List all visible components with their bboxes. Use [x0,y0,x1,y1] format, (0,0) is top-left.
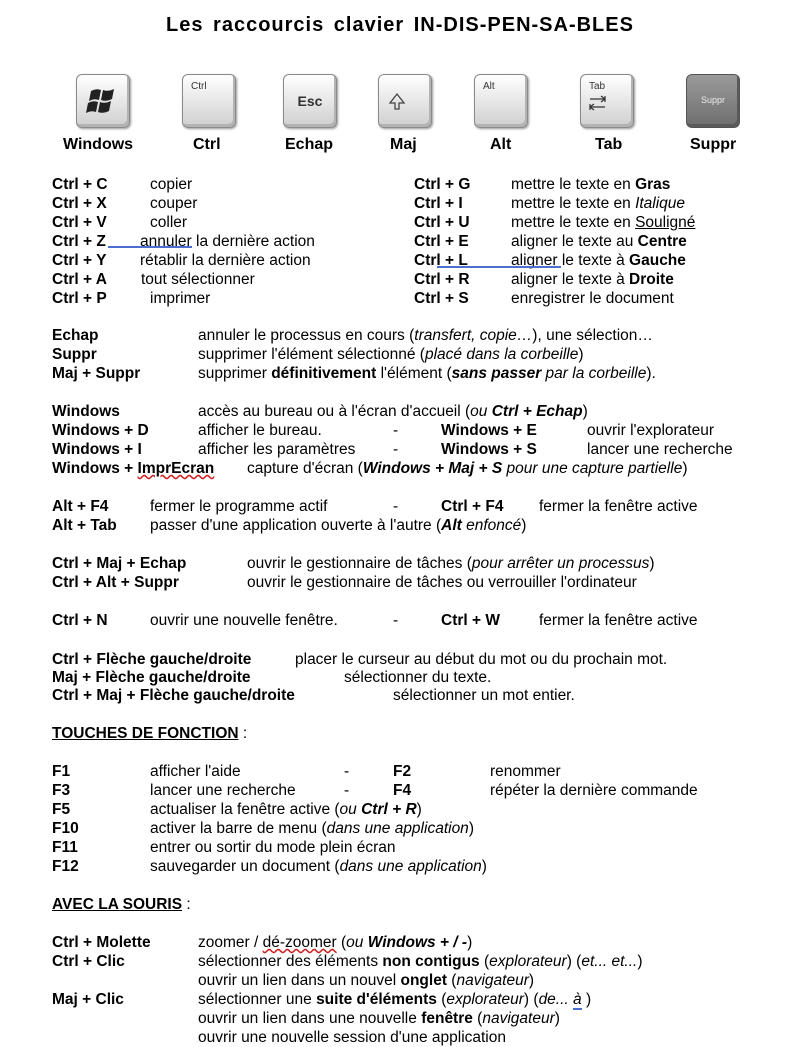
shortcut-key: Ctrl + Y [52,252,107,269]
shortcut-desc: ouvrir le gestionnaire de tâches (pour arrêter un processus) [247,555,655,572]
shortcut-key: Ctrl + Z [52,233,106,250]
shortcut-key: Ctrl + Maj + Echap [52,555,187,572]
shortcut-key: Windows [52,403,120,420]
shortcut-key: Ctrl + F4 [441,498,504,515]
shortcut-key: Ctrl + G [414,176,471,193]
shortcut-key: F3 [52,782,71,799]
shortcut-key: Windows + S [441,441,537,458]
shortcut-desc: ouvrir une nouvelle session d'une application [198,1029,506,1046]
shortcut-desc: ouvrir l'explorateur [587,422,715,439]
shortcut-key: F1 [52,763,71,780]
key-label-alt: Alt [490,136,512,153]
separator-dash: - [344,782,350,799]
key-label-windows: Windows [63,136,134,153]
shortcut-key: Maj + Suppr [52,365,141,382]
shortcut-key: Ctrl + V [52,214,107,231]
shortcut-desc: supprimer définitivement l'élément (sans passer par la corbeille). [198,365,656,382]
shortcut-desc: sélectionner une suite d'éléments (explorateur) (de... à ) [198,991,592,1008]
shortcut-key: Alt + Tab [52,517,117,534]
section-heading-function-keys: TOUCHES DE FONCTION : [52,725,248,742]
shortcut-key: Ctrl + I [414,195,463,212]
windows-logo-icon [77,75,129,127]
shortcut-key: Windows + I [52,441,142,458]
shortcut-desc: coller [150,214,188,231]
shortcut-desc: passer d'une application ouverte à l'autre (Alt enfoncé) [150,517,527,534]
shortcut-desc: zoomer / dé-zoomer (ou Windows + / -) [198,934,473,951]
shortcut-key: F10 [52,820,79,837]
alt-key [474,74,528,128]
shortcut-key: Suppr [52,346,97,363]
shortcut-key: Ctrl + E [414,233,469,250]
shortcut-desc: sélectionner des éléments non contigus (explorateur) (et... et...) [198,953,643,970]
shortcut-key: Ctrl + A [52,271,107,288]
shortcut-key: Windows + D [52,422,149,439]
shortcut-key: Maj + Flèche gauche/droite [52,669,251,686]
key-label-maj: Maj [390,136,417,153]
shortcut-desc: afficher les paramètres [198,441,356,458]
key-label-echap: Echap [285,136,334,153]
shortcut-desc: répéter la dernière commande [490,782,698,799]
shortcut-desc: ouvrir une nouvelle fenêtre. [150,612,338,629]
shortcut-key: Ctrl + Molette [52,934,151,951]
section-heading-mouse: AVEC LA SOURIS : [52,896,191,913]
shortcut-key: Maj + Clic [52,991,124,1008]
shortcut-desc: placer le curseur au début du mot ou du prochain mot. [295,651,668,668]
key-label-tab: Tab [595,136,623,153]
esc-key-cap: Esc [297,93,323,109]
shortcut-desc: afficher l'aide [150,763,241,780]
shortcut-desc: fermer la fenêtre active [539,498,698,515]
separator-dash: - [393,441,399,458]
shortcut-key: Windows + E [441,422,537,439]
separator-dash: - [393,422,399,439]
shortcut-desc: mettre le texte en Gras [511,176,671,193]
shortcut-desc: sélectionner du texte. [344,669,492,686]
tab-arrows-icon [581,75,633,127]
shortcut-desc: entrer ou sortir du mode plein écran [150,839,396,856]
shortcut-key: Ctrl + R [414,271,470,288]
suppr-key-cap: Suppr [700,95,726,105]
shortcut-desc: aligner le texte à Droite [511,271,674,288]
shortcut-key: Windows + ImprEcran [52,460,215,477]
shortcut-key: Ctrl + Alt + Suppr [52,574,179,591]
page-title: Les raccourcis clavier IN-DIS-PEN-SA-BLES [166,14,634,36]
shortcut-key: F2 [393,763,412,780]
suppr-key [686,74,740,128]
ctrl-key-cap: Ctrl [191,81,207,92]
shortcut-desc: capture d'écran (Windows + Maj + S pour une capture partielle) [247,460,688,477]
shortcut-key: Ctrl + S [414,290,469,307]
shortcut-desc: enregistrer le document [511,290,674,307]
shortcut-desc: aligner le texte à Gauche [511,252,686,269]
esc-key [283,74,337,128]
shortcut-key: Ctrl + Maj + Flèche gauche/droite [52,687,295,704]
shortcut-key: Ctrl + P [52,290,107,307]
shortcut-desc: activer la barre de menu (dans une application) [150,820,474,837]
shortcut-key: Ctrl + X [52,195,107,212]
blue-underline-mark [437,266,561,268]
tab-key-cap: Tab [589,81,606,92]
shortcut-desc: renommer [490,763,561,780]
shortcut-desc: mettre le texte en Italique [511,195,686,212]
shortcut-desc: sauvegarder un document (dans une application) [150,858,487,875]
shortcut-desc: lancer une recherche [587,441,733,458]
shortcut-key: F4 [393,782,412,799]
shift-arrow-icon [379,75,431,127]
key-label-suppr: Suppr [690,136,737,153]
shortcut-desc: afficher le bureau. [198,422,322,439]
shortcut-desc: fermer le programme actif [150,498,328,515]
shortcut-key: Echap [52,327,99,344]
shortcut-desc: accès au bureau ou à l'écran d'accueil (ou Ctrl + Echap) [198,403,588,420]
key-label-ctrl: Ctrl [193,136,221,153]
tab-key [580,74,634,128]
shortcut-key: F12 [52,858,79,875]
separator-dash: - [344,763,350,780]
shortcut-desc: copier [150,176,193,193]
alt-key-cap: Alt [483,81,495,92]
shortcut-desc: tout sélectionner [141,271,255,288]
shortcut-key: Alt + F4 [52,498,109,515]
shortcut-key: F11 [52,839,78,856]
shortcut-desc: fermer la fenêtre active [539,612,698,629]
shortcut-desc: ouvrir le gestionnaire de tâches ou verrouiller l'ordinateur [247,574,637,591]
separator-dash: - [393,498,399,515]
ctrl-key [182,74,236,128]
shortcut-desc: aligner le texte au Centre [511,233,687,250]
shortcut-key: Ctrl + N [52,612,108,629]
key-icons-row [0,74,800,164]
shortcut-desc: ouvrir un lien dans un nouvel onglet (navigateur) [198,972,535,989]
shift-key [378,74,432,128]
shortcut-desc: sélectionner un mot entier. [393,687,575,704]
shortcut-desc: rétablir la dernière action [140,252,311,269]
shortcut-desc: actualiser la fenêtre active (ou Ctrl + R) [150,801,422,818]
shortcut-desc: mettre le texte en Souligné [511,214,696,231]
blue-underline-mark [108,246,192,248]
shortcut-key: Ctrl + L [414,252,468,269]
shortcut-key: Ctrl + Flèche gauche/droite [52,651,252,668]
shortcut-key: Ctrl + W [441,612,500,629]
shortcut-desc: annuler la dernière action [140,233,315,250]
shortcut-desc: lancer une recherche [150,782,296,799]
shortcut-key: Ctrl + C [52,176,108,193]
shortcut-key: F5 [52,801,71,818]
shortcut-desc: couper [150,195,198,212]
shortcut-desc: ouvrir un lien dans une nouvelle fenêtre (navigateur) [198,1010,560,1027]
shortcut-desc: annuler le processus en cours (transfert, copie…), une sélection… [198,327,653,344]
separator-dash: - [393,612,399,629]
shortcut-desc: supprimer l'élément sélectionné (placé dans la corbeille) [198,346,584,363]
shortcut-key: Ctrl + U [414,214,470,231]
shortcut-key: Ctrl + Clic [52,953,125,970]
windows-key [76,74,130,128]
shortcut-desc: imprimer [150,290,211,307]
